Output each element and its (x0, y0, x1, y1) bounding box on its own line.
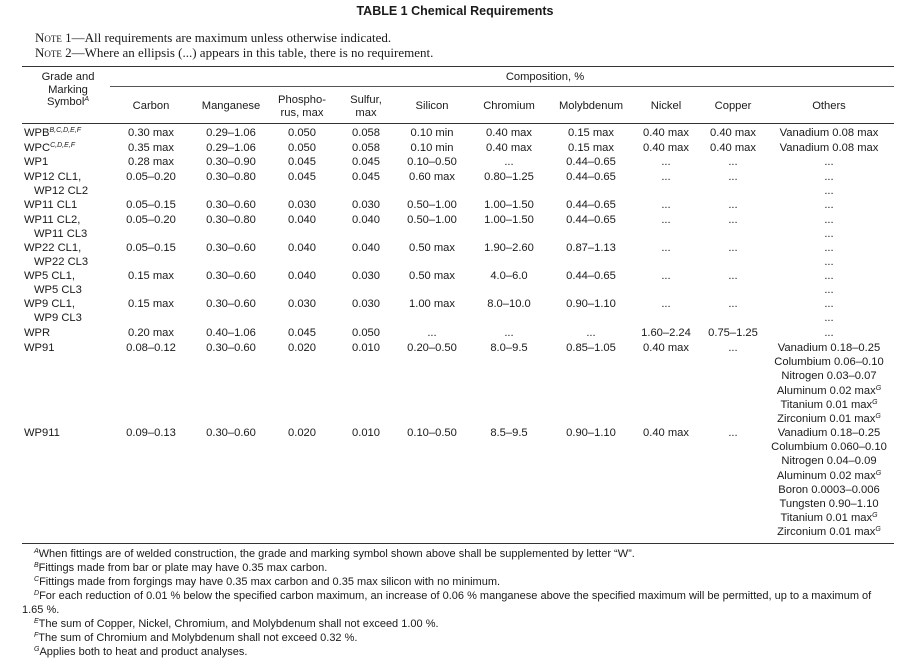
chromium-cell: 0.40 max (485, 141, 533, 154)
grade-symbol: WP1 (24, 156, 49, 168)
nickel-cell: ... (661, 171, 671, 183)
nickel-cell: ... (661, 214, 671, 226)
grade-cell-continued: WP12 CL2 (34, 185, 89, 197)
sulfur-cell: 0.058 (352, 141, 380, 154)
grade-cell-continued: WP9 CL3 (34, 312, 82, 324)
copper-cell: ... (728, 156, 738, 168)
others-footnote-ref: G (872, 398, 878, 406)
sulfur-cell: 0.030 (352, 298, 380, 310)
grade-symbol: WP5 CL1, (24, 270, 75, 282)
grade-symbol: WP9 CL1, (24, 298, 75, 310)
grade-symbol: WP12 CL1, (24, 171, 82, 183)
nickel-cell: 0.40 max (642, 127, 690, 139)
col-manganese: Manganese (201, 100, 261, 112)
nickel-cell: ... (661, 156, 671, 168)
others-cell: Aluminum 0.02 $\max^G$ (776, 469, 882, 482)
footnote-text: The sum of Chromium and Molybdenum shall not exceed 0.32 %. (38, 632, 358, 644)
footnote (22, 589, 892, 617)
grade-cell (24, 341, 54, 355)
silicon-cell: 0.10–0.50 (407, 156, 457, 168)
phosphorus-cell: 0.040 (288, 270, 316, 282)
col-phosphorus: Phospho- rus, max (278, 94, 326, 119)
others-cell: ... (824, 256, 834, 269)
chromium-cell: ... (504, 327, 514, 339)
grade-cell-continued: WP22 CL3 (34, 256, 89, 268)
nickel-cell: 0.40 max (642, 342, 690, 354)
manganese-cell: 0.40–1.06 (206, 327, 256, 339)
copper-cell: 0.75–1.25 (708, 327, 758, 339)
sulfur-cell: 0.058 (352, 127, 380, 139)
copper-cell: ... (728, 342, 738, 354)
note-1: Note 1—All requirements are maximum unless otherwise indicated. (35, 30, 392, 45)
others-footnote-ref: G (872, 512, 878, 520)
carbon-cell: 0.30 max (127, 127, 175, 139)
table-bottom-rule (22, 543, 894, 544)
others-cell: ... (824, 228, 834, 241)
sulfur-cell: 0.030 (352, 199, 380, 211)
nickel-cell: ... (661, 242, 671, 254)
sulfur-cell: 0.040 (352, 214, 380, 226)
nickel-cell: 0.40 max (642, 141, 690, 154)
chromium-cell: 8.5–9.5 (490, 427, 528, 439)
others-cell: Aluminum 0.02 $\max^G$ (776, 384, 882, 397)
copper-cell: ... (728, 298, 738, 310)
footnote-marker: C (34, 576, 40, 583)
sulfur-cell: 0.045 (352, 171, 380, 183)
manganese-cell: 0.30–0.80 (206, 214, 256, 226)
grade-symbol: WP22 CL1, (24, 242, 82, 254)
others-cell: Vanadium 0.08 max (779, 141, 879, 154)
silicon-cell: ... (427, 327, 437, 339)
composition-header: Composition, % (505, 71, 585, 83)
others-cell: Nitrogen 0.04–0.09 (781, 455, 877, 468)
nickel-cell: ... (661, 270, 671, 282)
others-cell: ... (824, 156, 834, 168)
manganese-cell: 0.30–0.60 (206, 242, 256, 254)
silicon-cell: 0.50 max (408, 270, 456, 282)
phosphorus-cell: 0.020 (288, 427, 316, 439)
grade-cell-continued: WP5 CL3 (34, 284, 82, 296)
footnote-marker: D (34, 590, 40, 597)
silicon-cell: 0.60 max (408, 171, 456, 183)
molybdenum-cell: 0.90–1.10 (566, 427, 616, 439)
chromium-cell: 1.00–1.50 (484, 199, 534, 211)
grade-cell (24, 297, 75, 311)
silicon-cell: 1.00 max (408, 298, 456, 310)
footnote (22, 561, 892, 575)
silicon-cell: 0.10 min (410, 127, 454, 139)
grade-cell (24, 141, 75, 155)
grade-cell (24, 213, 80, 227)
molybdenum-cell: 0.15 max (567, 127, 615, 139)
grade-cell (24, 269, 75, 283)
copper-cell: ... (728, 427, 738, 439)
grade-cell (24, 155, 48, 169)
manganese-cell: 0.29–1.06 (206, 141, 256, 154)
molybdenum-cell: 0.44–0.65 (566, 214, 616, 226)
chromium-cell: 0.40 max (485, 127, 533, 139)
others-cell: ... (824, 214, 834, 226)
molybdenum-cell: 0.85–1.05 (566, 342, 616, 354)
others-cell: Vanadium 0.18–0.25 (777, 427, 881, 439)
carbon-cell: 0.05–0.15 (126, 199, 176, 211)
copper-cell: ... (728, 199, 738, 211)
others-cell: ... (824, 270, 834, 282)
chromium-cell: 4.0–6.0 (490, 270, 528, 282)
molybdenum-cell: ... (586, 327, 596, 339)
others-cell: Vanadium 0.18–0.25 (777, 342, 881, 354)
manganese-cell: 0.30–0.60 (206, 270, 256, 282)
phosphorus-cell: 0.030 (288, 199, 316, 211)
others-cell: ... (824, 327, 834, 339)
footnote-text: The sum of Copper, Nickel, Chromium, and Molybdenum shall not exceed 1.00 %. (38, 618, 439, 630)
nickel-cell: 0.40 max (642, 427, 690, 439)
phosphorus-cell: 0.040 (288, 242, 316, 254)
copper-cell: ... (728, 214, 738, 226)
others-cell: ... (824, 171, 834, 183)
grade-symbol: WP91 (24, 342, 55, 354)
others-cell: ... (824, 298, 834, 310)
table-notes (35, 30, 433, 60)
footnote-marker: E (34, 618, 39, 625)
manganese-cell: 0.30–0.60 (206, 427, 256, 439)
footnote-text: Fittings made from forgings may have 0.35 max carbon and 0.35 max silicon with no minimum. (39, 576, 501, 588)
copper-cell: 0.40 max (709, 141, 757, 154)
header-bottom-rule (22, 123, 894, 124)
grade-symbol: WPC (24, 141, 51, 154)
grade-cell (24, 326, 50, 340)
grade-symbol: WP11 CL1 (24, 199, 78, 211)
footnote-text: When fittings are of welded construction, the grade and marking symbol shown above shall be supplemented by letter “W”. (38, 548, 635, 560)
manganese-cell: 0.30–0.90 (206, 156, 256, 168)
copper-cell: ... (728, 270, 738, 282)
manganese-cell: 0.30–0.80 (206, 171, 256, 183)
phosphorus-cell: 0.020 (288, 342, 316, 354)
others-footnote-ref: G (875, 469, 882, 477)
others-cell: ... (824, 312, 834, 325)
manganese-cell: 0.29–1.06 (206, 127, 256, 139)
grade-symbol: WPR (24, 327, 51, 339)
copper-cell: 0.40 max (709, 127, 757, 139)
molybdenum-cell: 0.87–1.13 (566, 242, 616, 254)
col-others: Others (812, 100, 846, 112)
sulfur-cell: 0.010 (352, 342, 380, 354)
grade-cell (24, 198, 77, 212)
silicon-cell: 0.10–0.50 (407, 427, 457, 439)
others-cell: Columbium 0.06–0.10 (774, 356, 884, 369)
others-cell: ... (824, 284, 834, 297)
carbon-cell: 0.20 max (127, 327, 175, 339)
silicon-cell: 0.20–0.50 (407, 342, 457, 354)
sulfur-cell: 0.050 (352, 327, 380, 339)
grade-cell-continued: WP11 CL3 (34, 228, 88, 240)
others-cell: ... (824, 242, 834, 254)
footnote-marker: F (34, 632, 39, 639)
footnote (22, 575, 892, 589)
sulfur-cell: 0.010 (352, 427, 380, 439)
molybdenum-cell: 0.44–0.65 (566, 156, 616, 168)
molybdenum-cell: 0.44–0.65 (566, 270, 616, 282)
others-cell: Vanadium 0.08 max (779, 127, 879, 139)
carbon-cell: 0.05–0.20 (126, 214, 176, 226)
carbon-cell: 0.15 max (127, 270, 175, 282)
footnote (22, 547, 892, 561)
others-cell: Nitrogen 0.03–0.07 (781, 370, 877, 383)
molybdenum-cell: 0.90–1.10 (566, 298, 616, 310)
grade-footnote-ref: C,D,E,F (50, 141, 75, 149)
table-title: TABLE 1 Chemical Requirements (356, 4, 554, 18)
col-copper: Copper (714, 100, 752, 112)
chromium-cell: 8.0–9.5 (490, 342, 528, 354)
molybdenum-cell: 0.15 max (567, 141, 615, 154)
chromium-cell: 1.00–1.50 (484, 214, 534, 226)
footnote-text: Fittings made from bar or plate may have 0.35 max carbon. (38, 562, 328, 574)
grade-cell (24, 126, 81, 140)
others-cell: Zirconium 0.01 $\max^G$ (777, 526, 881, 539)
footnote-text: For each reduction of 0.01 % below the specified carbon maximum, an increase of 0.06 % manganese above the specified maximum will be permitted, up to a maximum of 1.65 %. (22, 590, 872, 616)
chromium-cell: 0.80–1.25 (484, 171, 534, 183)
phosphorus-cell: 0.040 (288, 214, 316, 226)
composition-underline (110, 86, 894, 87)
grade-symbol: WPB (24, 127, 50, 139)
grade-symbol: WP11 CL2, (24, 214, 81, 226)
phosphorus-cell: 0.050 (288, 141, 316, 154)
manganese-cell: 0.30–0.60 (206, 342, 256, 354)
chromium-cell: 8.0–10.0 (487, 298, 531, 310)
carbon-cell: 0.35 max (127, 141, 175, 154)
note-2: Note 2—Where an ellipsis (...) appears in this table, there is no requirement. (35, 45, 434, 60)
grade-footnote-ref: B,C,D,E,F (49, 127, 81, 134)
copper-cell: ... (728, 242, 738, 254)
others-cell: Zirconium 0.01 $\max^G$ (777, 413, 881, 425)
footnote-text: Applies both to heat and product analyses. (39, 646, 248, 658)
grade-header: Grade and Marking Symbol$^A$ (41, 71, 95, 108)
sulfur-cell: 0.030 (352, 270, 380, 282)
manganese-cell: 0.30–0.60 (206, 298, 256, 310)
molybdenum-cell: 0.44–0.65 (566, 199, 616, 211)
footnote-marker: G (34, 646, 40, 653)
others-footnote-ref: G (875, 526, 881, 534)
nickel-cell: ... (661, 199, 671, 211)
others-cell: ... (824, 185, 834, 198)
silicon-cell: 0.10 min (410, 141, 454, 154)
table-top-rule (22, 66, 894, 67)
footnote-marker: A (34, 548, 39, 555)
molybdenum-cell: 0.44–0.65 (566, 171, 616, 183)
chromium-cell: 1.90–2.60 (484, 242, 534, 254)
col-nickel: Nickel (650, 100, 682, 112)
footnote (22, 645, 892, 659)
phosphorus-cell: 0.050 (288, 127, 316, 139)
col-silicon: Silicon (415, 100, 449, 112)
col-chromium: Chromium (483, 100, 535, 112)
col-molybdenum: Molybdenum (558, 100, 624, 112)
grade-cell (24, 426, 60, 440)
phosphorus-cell: 0.045 (288, 156, 316, 168)
others-cell: Titanium 0.01 $\max^G$ (780, 512, 878, 525)
phosphorus-cell: 0.045 (288, 171, 316, 183)
copper-cell: ... (728, 171, 738, 183)
carbon-cell: 0.15 max (127, 298, 175, 310)
carbon-cell: 0.28 max (127, 156, 175, 168)
manganese-cell: 0.30–0.60 (206, 199, 256, 211)
silicon-cell: 0.50–1.00 (407, 214, 457, 226)
footnote (22, 617, 892, 631)
carbon-cell: 0.05–0.20 (126, 171, 176, 183)
carbon-cell: 0.08–0.12 (126, 342, 176, 354)
footnote (22, 631, 892, 645)
col-carbon: Carbon (132, 100, 170, 112)
carbon-cell: 0.05–0.15 (126, 242, 176, 254)
silicon-cell: 0.50–1.00 (407, 199, 457, 211)
others-cell: Tungsten 0.90–1.10 (779, 498, 879, 510)
others-footnote-ref: G (875, 413, 881, 420)
phosphorus-cell: 0.030 (288, 298, 316, 310)
silicon-cell: 0.50 max (408, 242, 456, 254)
sulfur-cell: 0.040 (352, 242, 380, 254)
col-sulfur: Sulfur, max (350, 94, 382, 119)
grade-symbol: WP911 (24, 427, 60, 439)
phosphorus-cell: 0.045 (288, 327, 316, 339)
others-footnote-ref: G (875, 384, 882, 392)
grade-cell (24, 170, 81, 184)
sulfur-cell: 0.045 (352, 156, 380, 168)
others-cell: ... (824, 199, 834, 211)
nickel-cell: 1.60–2.24 (641, 327, 691, 339)
nickel-cell: ... (661, 298, 671, 310)
others-cell: Columbium 0.060–0.10 (771, 441, 887, 454)
grade-cell (24, 241, 81, 255)
carbon-cell: 0.09–0.13 (126, 427, 176, 439)
chromium-cell: ... (504, 156, 514, 168)
others-cell: Titanium 0.01 $\max^G$ (780, 398, 878, 411)
footnote-marker: B (34, 562, 39, 569)
others-cell: Boron 0.0003–0.006 (778, 483, 880, 496)
